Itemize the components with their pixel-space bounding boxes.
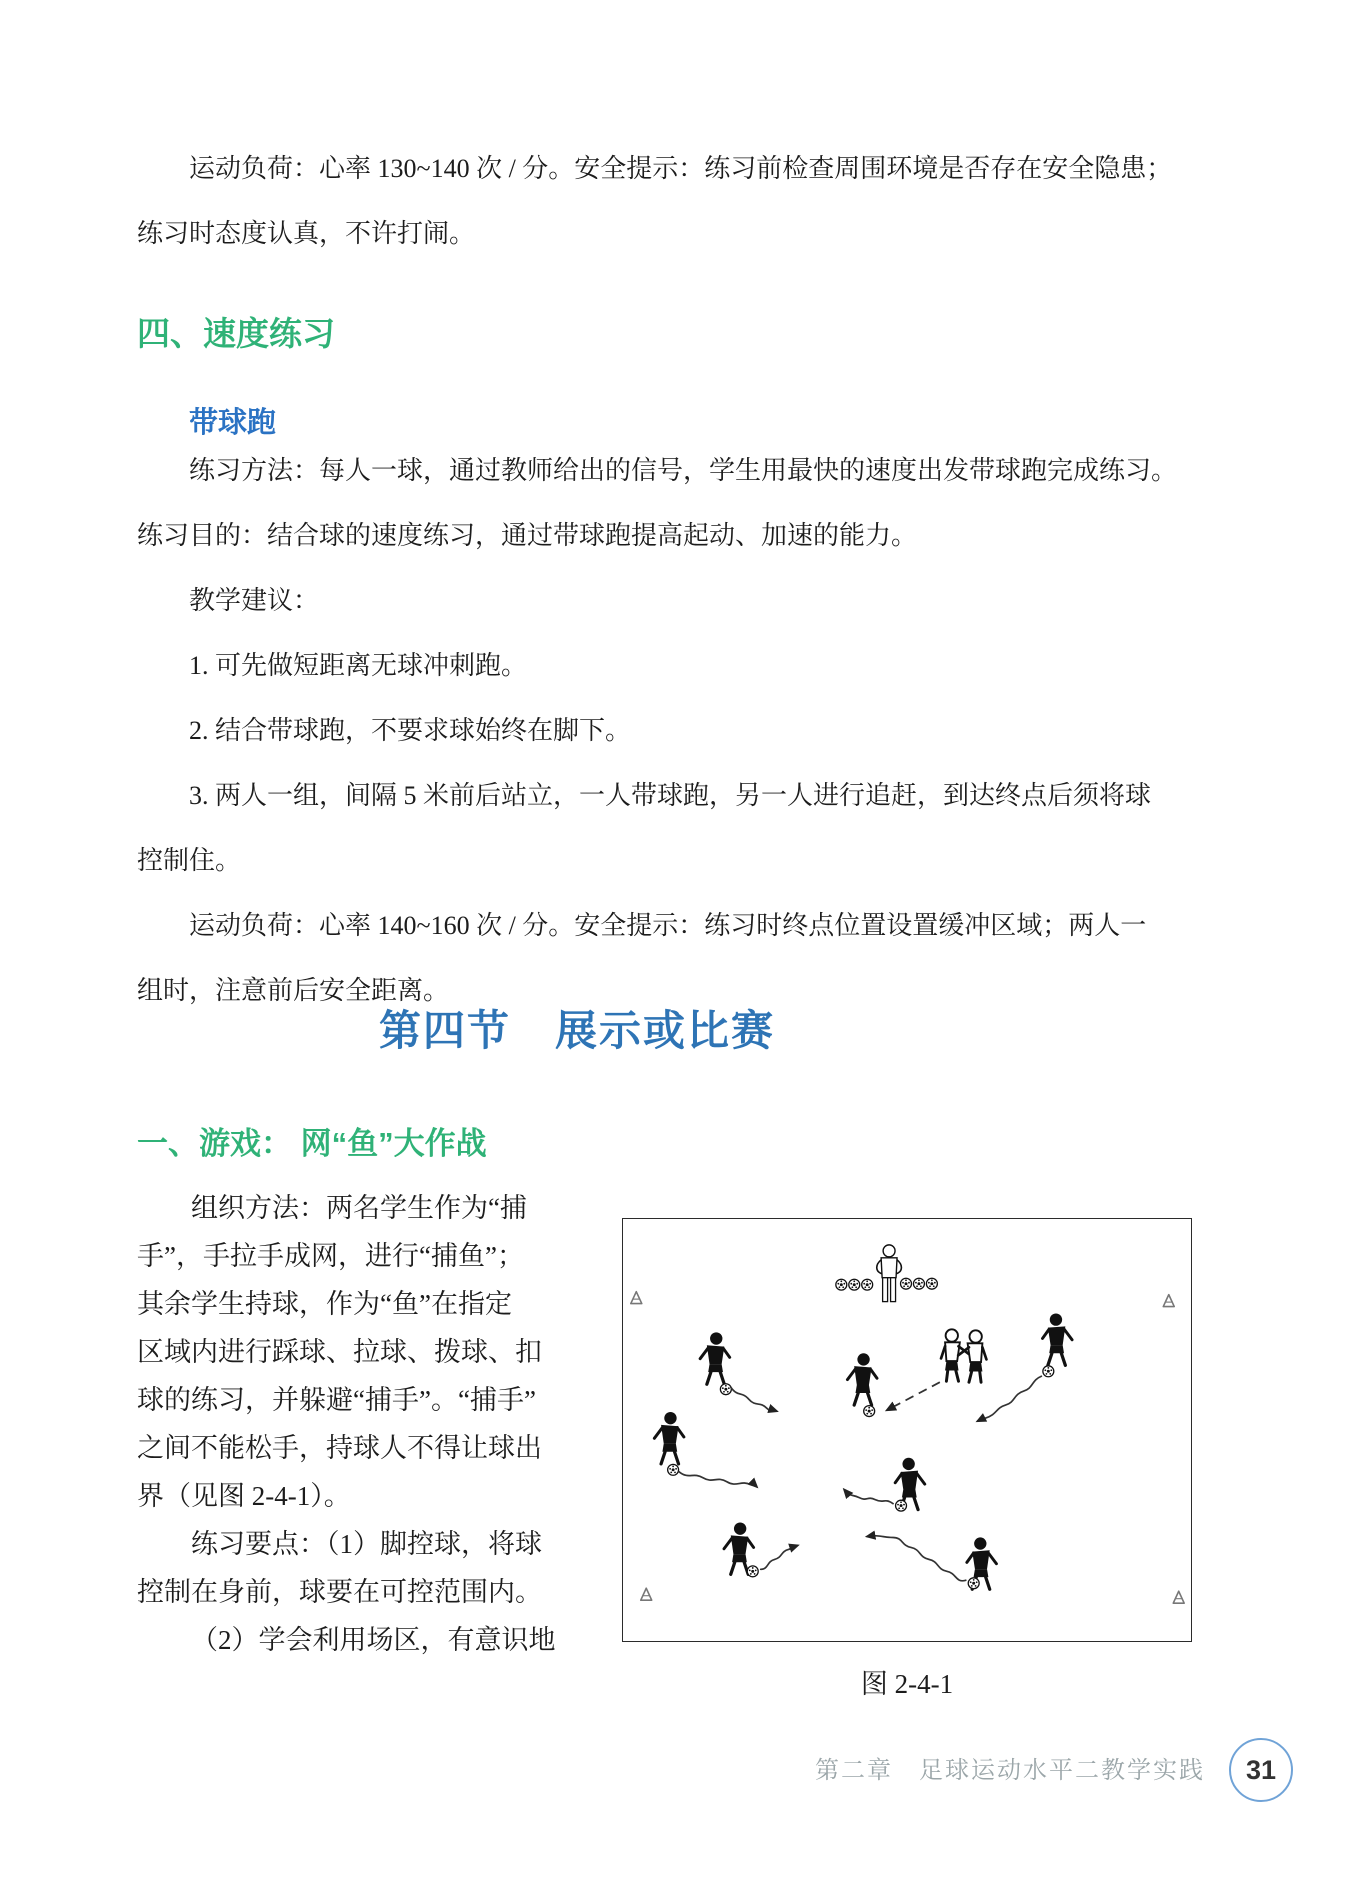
coach-icon — [877, 1245, 902, 1302]
footer-chapter-label: 第二章 足球运动水平二教学实践 — [815, 1757, 1205, 1784]
soccer-ball-icon — [747, 1566, 758, 1577]
paragraph-line: 组时，注意前后安全距离。 — [137, 976, 450, 1005]
paragraph-line: 控制住。 — [137, 846, 242, 875]
paragraph-line: 手”，手拉手成网，进行“捕鱼”； — [137, 1241, 524, 1271]
paragraph-line: 其余学生持球，作为“鱼”在指定 — [137, 1289, 512, 1319]
paragraph-line: 教学建议： — [189, 586, 320, 615]
soccer-ball-icon — [913, 1278, 924, 1289]
speed-practice-heading: 四、速度练习 — [137, 315, 335, 352]
dribbler-icon — [1043, 1313, 1073, 1365]
paragraph-line: 控制在身前，球要在可控范围内。 — [137, 1577, 542, 1607]
paragraph-line: 区域内进行踩球、拉球、拨球、扣 — [137, 1337, 542, 1367]
paragraph-line: 球的练习，并躲避“捕手”。“捕手” — [137, 1385, 536, 1415]
paragraph-line: 练习时态度认真，不许打闹。 — [137, 219, 476, 248]
dribbler-icon — [847, 1353, 877, 1405]
dribbler-icon — [700, 1332, 730, 1384]
game-heading: 一、游戏： 网“鱼”大作战 — [137, 1126, 487, 1161]
dribble-path — [978, 1376, 1042, 1421]
dribble-path — [844, 1490, 893, 1504]
cone-icon — [641, 1588, 652, 1600]
dribble-path — [761, 1545, 798, 1569]
intro-paragraph — [137, 136, 1227, 266]
soccer-ball-icon — [864, 1406, 875, 1417]
paragraph-line: 界（见图 2-4-1）。 — [137, 1481, 351, 1511]
paragraph-line: 练习方法：每人一球，通过教师给出的信号，学生用最快的速度出发带球跑完成练习。 — [189, 456, 1178, 485]
soccer-ball-icon — [1043, 1366, 1054, 1377]
dribbler-icon — [654, 1412, 684, 1464]
paragraph-line: 练习目的：结合球的速度练习，通过带球跑提高起动、加速的能力。 — [137, 521, 918, 550]
soccer-ball-icon — [968, 1578, 979, 1589]
soccer-ball-icon — [668, 1464, 679, 1475]
figure-2-4-1 — [622, 1218, 1192, 1642]
paragraph-line: 练习要点：（1）脚控球，将球 — [191, 1529, 542, 1559]
soccer-ball-icon — [836, 1279, 847, 1290]
list-item: 2. 结合带球跑，不要求球始终在脚下。 — [189, 716, 632, 745]
chase-dashed-arrow — [887, 1382, 940, 1410]
catcher-icon — [958, 1330, 986, 1382]
soccer-ball-icon — [720, 1384, 731, 1395]
soccer-ball-icon — [896, 1500, 907, 1511]
paragraph-line: 之间不能松手，持球人不得让球出 — [137, 1433, 542, 1463]
paragraph-line: （2）学会利用场区，有意识地 — [191, 1625, 556, 1655]
game-description-column — [137, 1184, 617, 1664]
figure-caption: 图 2-4-1 — [860, 1669, 954, 1699]
page-number-badge: 31 — [1229, 1738, 1293, 1802]
paragraph-line: 运动负荷：心率 130~140 次 / 分。安全提示：练习前检查周围环境是否存在安全隐患； — [189, 154, 1173, 183]
section4-title: 第四节 展示或比赛 — [378, 1009, 775, 1055]
catcher-icon — [941, 1329, 969, 1381]
soccer-ball-icon — [926, 1278, 937, 1289]
soccer-ball-icon — [901, 1278, 912, 1289]
paragraph-line: 运动负荷：心率 140~160 次 / 分。安全提示：练习时终点位置设置缓冲区域；两人一 — [189, 911, 1147, 940]
cone-icon — [631, 1292, 642, 1304]
cone-icon — [1163, 1295, 1174, 1307]
drill-paragraphs — [137, 438, 1227, 1023]
soccer-ball-icon — [862, 1279, 873, 1290]
soccer-ball-icon — [849, 1279, 860, 1290]
list-item: 1. 可先做短距离无球冲刺跑。 — [189, 651, 528, 680]
paragraph-line: 组织方法：两名学生作为“捕 — [191, 1193, 527, 1223]
list-item: 3. 两人一组，间隔 5 米前后站立，一人带球跑，另一人进行追赶，到达终点后须将球 — [189, 781, 1152, 810]
drill-title: 带球跑 — [189, 407, 277, 439]
dribble-path — [867, 1536, 966, 1581]
cone-icon — [1173, 1591, 1184, 1603]
dribble-path — [679, 1472, 757, 1487]
dribble-path — [731, 1387, 777, 1411]
